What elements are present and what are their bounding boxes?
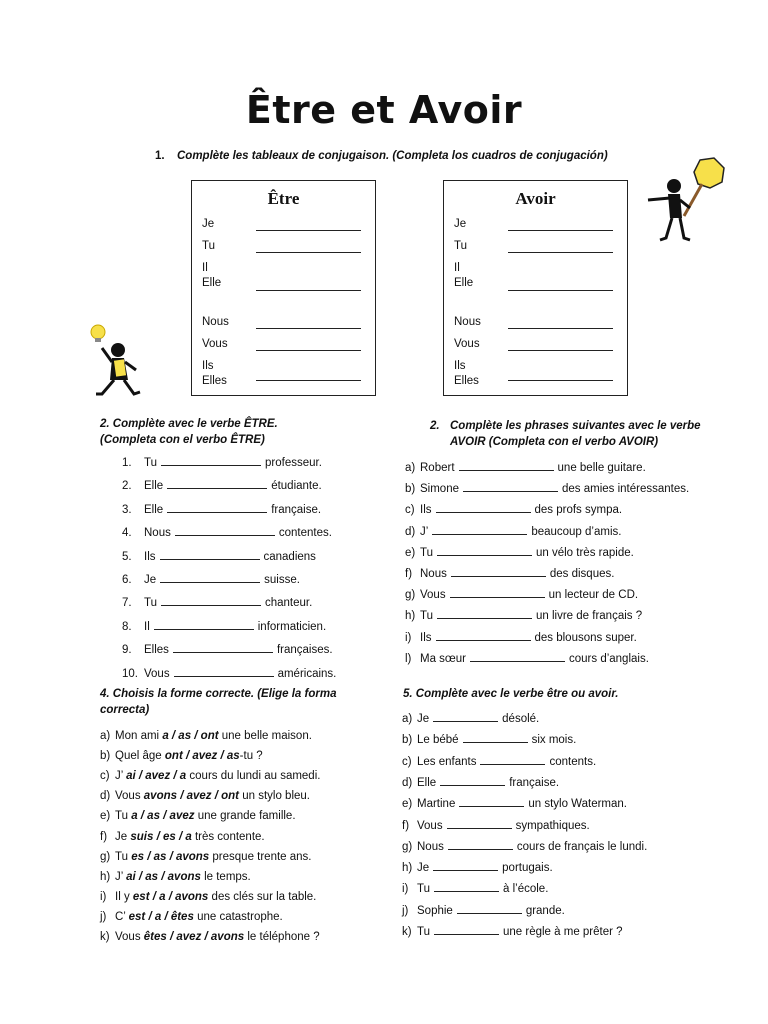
verb-options[interactable]: est / a / êtes — [128, 910, 194, 923]
item-letter: a) — [405, 462, 416, 474]
item-letter: j) — [402, 904, 409, 917]
item-complement: une catastrophe. — [197, 910, 283, 923]
answer-blank[interactable] — [451, 567, 546, 577]
pronoun-elles: Elles — [454, 375, 479, 387]
list-item — [122, 479, 322, 492]
answer-blank[interactable] — [160, 573, 260, 583]
answer-line[interactable] — [508, 350, 613, 351]
item-complement: -tu ? — [239, 750, 263, 763]
item-subject: Nous — [417, 840, 444, 853]
pronoun-nous: Nous — [202, 316, 229, 328]
avoir-table-title: Avoir — [515, 189, 556, 208]
item-letter: b) — [405, 483, 416, 496]
item-complement: désolé. — [502, 713, 540, 725]
list-item — [122, 643, 333, 656]
item-subject: Les enfants — [417, 755, 477, 768]
list-item — [100, 911, 283, 923]
item-complement: une grande famille. — [197, 810, 296, 823]
list-item — [405, 525, 621, 538]
list-item — [100, 770, 320, 782]
item-subject: Tu — [144, 597, 157, 610]
item-complement: des clés sur la table. — [211, 890, 317, 903]
item-complement: un stylo bleu. — [242, 790, 310, 803]
item-subject: Mon ami — [115, 730, 160, 742]
verb-options[interactable]: ai / avez / a — [126, 770, 187, 783]
list-item — [402, 733, 576, 746]
list-item — [100, 730, 312, 742]
item-subject: Je — [144, 574, 157, 586]
pronoun-il: Il — [454, 262, 460, 274]
item-subject: Le bébé — [417, 734, 459, 747]
item-subject: Elles — [144, 644, 169, 657]
item-subject: J’ — [115, 870, 123, 883]
item-letter: g) — [405, 589, 416, 602]
answer-blank[interactable] — [450, 588, 545, 598]
pronoun-elles: Elles — [202, 375, 227, 387]
answer-blank[interactable] — [434, 882, 499, 892]
list-item — [405, 546, 634, 559]
exercise-3-heading-line2: AVOIR (Completa con el verbo AVOIR) — [450, 436, 659, 448]
pronoun-vous: Vous — [454, 338, 480, 350]
item-letter: a) — [100, 730, 111, 742]
item-letter: e) — [402, 798, 413, 811]
item-subject: C’ — [115, 910, 126, 923]
answer-blank[interactable] — [437, 609, 532, 619]
verb-options[interactable]: es / as / avons — [131, 850, 210, 863]
list-item — [100, 851, 312, 863]
item-subject: Martine — [417, 798, 456, 811]
item-subject: Tu — [144, 457, 157, 469]
list-item — [405, 652, 649, 665]
list-item — [405, 631, 637, 644]
pronoun-tu: Tu — [202, 240, 215, 252]
answer-line[interactable] — [256, 252, 361, 253]
pronoun-ils: Ils — [454, 360, 466, 372]
exercise-1-text: Complète les tableaux de conjugaison. (Completa los cuadros de conjugación) — [177, 150, 608, 162]
item-complement: informaticien. — [257, 620, 327, 633]
item-letter: h) — [402, 862, 413, 875]
item-subject: Ils — [420, 504, 432, 517]
item-complement: contents. — [549, 755, 597, 768]
list-item — [405, 567, 614, 580]
verb-options[interactable]: ai / as / avons — [126, 870, 201, 883]
item-complement: presque trente ans. — [212, 850, 312, 863]
item-subject: Elle — [144, 503, 164, 516]
item-complement: le temps. — [204, 870, 251, 883]
answer-blank[interactable] — [160, 550, 260, 560]
pronoun-il: Il — [202, 262, 208, 274]
list-item — [100, 891, 316, 903]
verb-options[interactable]: suis / es / a — [130, 830, 192, 843]
list-item — [402, 904, 565, 917]
answer-blank[interactable] — [437, 546, 532, 556]
list-item — [122, 596, 312, 609]
list-item — [122, 573, 300, 586]
answer-blank[interactable] — [436, 503, 531, 513]
answer-blank[interactable] — [167, 503, 267, 513]
answer-blank[interactable] — [433, 861, 498, 871]
item-letter: b) — [402, 734, 413, 747]
item-letter: g) — [402, 840, 413, 853]
item-number: 7. — [122, 597, 132, 610]
item-letter: f) — [402, 819, 410, 832]
item-complement: sympathiques. — [515, 819, 590, 832]
answer-line[interactable] — [508, 290, 613, 291]
exercise-3-heading-line1: Complète les phrases suivantes avec le verbe — [450, 420, 701, 432]
item-number: 8. — [122, 620, 132, 633]
item-letter: j) — [100, 910, 107, 923]
item-number: 4. — [122, 527, 132, 540]
list-item — [402, 861, 553, 874]
verb-options[interactable]: a / as / ont — [162, 730, 219, 742]
item-complement: une règle à me prêter ? — [503, 926, 623, 938]
item-subject: Vous — [115, 931, 141, 943]
item-complement: canadiens — [263, 550, 316, 563]
item-letter: h) — [100, 870, 111, 883]
list-item — [100, 790, 310, 802]
item-subject: Simone — [420, 483, 459, 496]
answer-blank[interactable] — [440, 776, 505, 786]
item-letter: b) — [100, 750, 111, 763]
item-letter: h) — [405, 610, 416, 623]
item-subject: J’ — [115, 770, 123, 783]
item-subject: Je — [115, 830, 128, 843]
item-subject: Tu — [417, 926, 430, 938]
item-complement: contentes. — [278, 527, 332, 540]
item-letter: k) — [402, 926, 412, 938]
item-complement: à l’école. — [503, 883, 549, 896]
item-subject: Je — [417, 862, 430, 875]
answer-blank[interactable] — [433, 712, 498, 722]
item-subject: Ils — [144, 550, 156, 563]
pronoun-ils: Ils — [202, 360, 214, 372]
item-number: 6. — [122, 574, 132, 586]
exercise-3-heading — [430, 418, 701, 450]
item-subject: Je — [417, 713, 430, 725]
list-item — [122, 526, 332, 539]
item-letter: k) — [100, 931, 110, 943]
list-item — [405, 461, 646, 474]
answer-blank[interactable] — [463, 733, 528, 743]
exercise-3-number: 2. — [430, 420, 440, 432]
item-subject: Ma sœur — [420, 652, 466, 665]
answer-line[interactable] — [508, 230, 613, 231]
list-item — [405, 588, 638, 601]
answer-blank[interactable] — [154, 620, 254, 630]
answer-blank[interactable] — [447, 819, 512, 829]
item-complement: françaises. — [276, 644, 333, 657]
etre-conjugation-table — [191, 180, 376, 396]
item-letter: i) — [405, 631, 412, 644]
item-subject: Il y — [115, 890, 130, 903]
verb-options[interactable]: est / a / avons — [132, 890, 209, 903]
item-complement: des disques. — [549, 568, 615, 580]
answer-blank[interactable] — [161, 456, 261, 466]
item-complement: une belle maison. — [221, 730, 312, 742]
exercise-4-heading — [100, 686, 365, 718]
item-complement: un stylo Waterman. — [528, 798, 627, 811]
item-subject: Nous — [420, 568, 447, 580]
item-number: 2. — [122, 480, 132, 493]
list-item — [100, 810, 296, 822]
exercise-1-instruction — [155, 150, 608, 162]
item-subject: Vous — [115, 790, 141, 803]
item-letter: c) — [100, 770, 110, 783]
answer-line[interactable] — [256, 350, 361, 351]
list-item — [100, 931, 320, 943]
answer-line[interactable] — [256, 290, 361, 291]
exercise-2-heading — [100, 416, 278, 448]
item-subject: Nous — [144, 527, 171, 540]
answer-line[interactable] — [256, 328, 361, 329]
item-subject: Tu — [420, 546, 433, 559]
item-complement: beaucoup d’amis. — [531, 525, 622, 538]
answer-blank[interactable] — [470, 652, 565, 662]
pronoun-nous: Nous — [454, 316, 481, 328]
item-subject: Ils — [420, 631, 432, 644]
answer-line[interactable] — [256, 380, 361, 381]
item-letter: i) — [402, 883, 409, 896]
item-complement: française. — [509, 776, 560, 789]
item-complement: suisse. — [264, 574, 300, 586]
item-subject: Elle — [144, 480, 164, 493]
answer-blank[interactable] — [480, 755, 545, 765]
item-complement: six mois. — [531, 734, 577, 747]
list-item — [405, 482, 689, 495]
list-item — [402, 755, 596, 768]
pronoun-je: Je — [454, 218, 467, 230]
list-item — [122, 620, 326, 633]
sign-holding-figure-clipart — [640, 154, 730, 244]
list-item — [122, 550, 316, 563]
item-number: 5. — [122, 550, 132, 563]
answer-line[interactable] — [508, 252, 613, 253]
answer-blank[interactable] — [432, 525, 527, 535]
verb-options[interactable]: avons / avez / ont — [143, 790, 240, 803]
verb-options[interactable]: a / as / avez — [131, 810, 195, 823]
item-complement: chanteur. — [265, 597, 313, 610]
exercise-4-heading-line2: correcta) — [100, 704, 150, 716]
item-subject: Elle — [417, 776, 437, 789]
answer-line[interactable] — [508, 328, 613, 329]
item-letter: e) — [100, 810, 111, 823]
item-subject: Vous — [144, 667, 170, 680]
page-title: Être et Avoir — [245, 88, 523, 132]
item-complement: portugais. — [502, 862, 553, 875]
item-complement: grande. — [525, 904, 565, 917]
answer-blank[interactable] — [448, 840, 513, 850]
item-complement: cours de français le lundi. — [516, 840, 648, 853]
avoir-conjugation-table — [443, 180, 628, 396]
item-complement: une belle guitare. — [557, 462, 646, 474]
list-item — [100, 831, 265, 843]
answer-blank[interactable] — [463, 482, 558, 492]
pronoun-je: Je — [202, 218, 215, 230]
lightbulb-figure-clipart — [88, 318, 148, 408]
list-item — [402, 776, 559, 789]
item-letter: f) — [100, 830, 108, 843]
item-subject: Tu — [420, 610, 433, 623]
item-subject: Vous — [417, 819, 443, 832]
answer-blank[interactable] — [173, 643, 273, 653]
answer-blank[interactable] — [174, 667, 274, 677]
item-subject: J’ — [420, 525, 429, 538]
answer-blank[interactable] — [434, 925, 499, 935]
item-letter: d) — [100, 790, 111, 803]
list-item — [405, 503, 622, 516]
item-subject: Tu — [115, 850, 128, 863]
item-letter: c) — [405, 504, 415, 517]
pronoun-elle: Elle — [202, 277, 222, 289]
list-item — [402, 882, 548, 895]
item-subject: Tu — [115, 810, 128, 823]
answer-blank[interactable] — [161, 596, 261, 606]
item-subject: Quel âge — [115, 750, 162, 763]
exercise-1-number: 1. — [155, 150, 165, 162]
item-letter: l) — [405, 652, 412, 665]
item-number: 10. — [122, 667, 138, 680]
item-complement: le téléphone ? — [247, 931, 320, 943]
item-complement: des blousons super. — [534, 631, 637, 644]
item-subject: Tu — [417, 883, 430, 896]
answer-blank[interactable] — [457, 904, 522, 914]
item-complement: française. — [271, 503, 322, 516]
item-letter: g) — [100, 850, 111, 863]
item-letter: e) — [405, 546, 416, 559]
item-letter: a) — [402, 713, 413, 725]
list-item — [100, 871, 251, 883]
item-subject: Il — [144, 620, 150, 633]
item-complement: des amies intéressantes. — [562, 483, 690, 496]
exercise-5-heading: 5. Complète avec le verbe être ou avoir. — [403, 688, 619, 700]
item-number: 9. — [122, 644, 132, 657]
answer-blank[interactable] — [459, 461, 554, 471]
list-item — [402, 712, 539, 725]
etre-table-title: Être — [267, 189, 300, 208]
answer-blank[interactable] — [459, 797, 524, 807]
answer-line[interactable] — [256, 230, 361, 231]
list-item — [402, 819, 590, 832]
item-number: 1. — [122, 457, 132, 469]
item-letter: d) — [402, 776, 413, 789]
list-item — [402, 797, 627, 810]
item-letter: d) — [405, 525, 416, 538]
verb-options[interactable]: ont / avez / as — [164, 750, 240, 763]
verb-options[interactable]: êtes / avez / avons — [143, 931, 245, 943]
exercise-2-heading-line1: 2. Complète avec le verbe ÊTRE. — [100, 418, 278, 430]
item-complement: américains. — [277, 667, 337, 680]
item-letter: i) — [100, 890, 107, 903]
pronoun-elle: Elle — [454, 277, 474, 289]
item-complement: très contente. — [194, 830, 265, 843]
answer-blank[interactable] — [436, 631, 531, 641]
item-complement: des profs sympa. — [534, 504, 623, 517]
item-complement: un vélo très rapide. — [536, 546, 634, 559]
item-complement: cours du lundi au samedi. — [189, 770, 321, 783]
item-complement: étudiante. — [271, 480, 322, 493]
list-item — [402, 840, 647, 853]
list-item — [402, 925, 623, 938]
item-subject: Vous — [420, 589, 446, 602]
list-item — [405, 609, 642, 622]
item-letter: f) — [405, 568, 413, 580]
item-subject: Robert — [420, 462, 455, 474]
exercise-4-heading-line1: 4. Choisis la forme correcte. (Elige la forma — [100, 688, 337, 700]
item-complement: professeur. — [265, 457, 322, 469]
answer-blank[interactable] — [175, 526, 275, 536]
item-complement: un livre de français ? — [536, 610, 643, 623]
list-item — [100, 750, 263, 762]
list-item — [122, 667, 336, 680]
pronoun-tu: Tu — [454, 240, 467, 252]
pronoun-vous: Vous — [202, 338, 228, 350]
item-letter: c) — [402, 755, 412, 768]
answer-line[interactable] — [508, 380, 613, 381]
item-complement: cours d’anglais. — [569, 652, 649, 665]
answer-blank[interactable] — [167, 479, 267, 489]
item-subject: Sophie — [417, 904, 453, 917]
list-item — [122, 503, 321, 516]
list-item — [122, 456, 322, 469]
item-complement: un lecteur de CD. — [548, 589, 639, 602]
item-number: 3. — [122, 503, 132, 516]
exercise-2-heading-line2: (Completa con el verbo ÊTRE) — [100, 434, 265, 446]
